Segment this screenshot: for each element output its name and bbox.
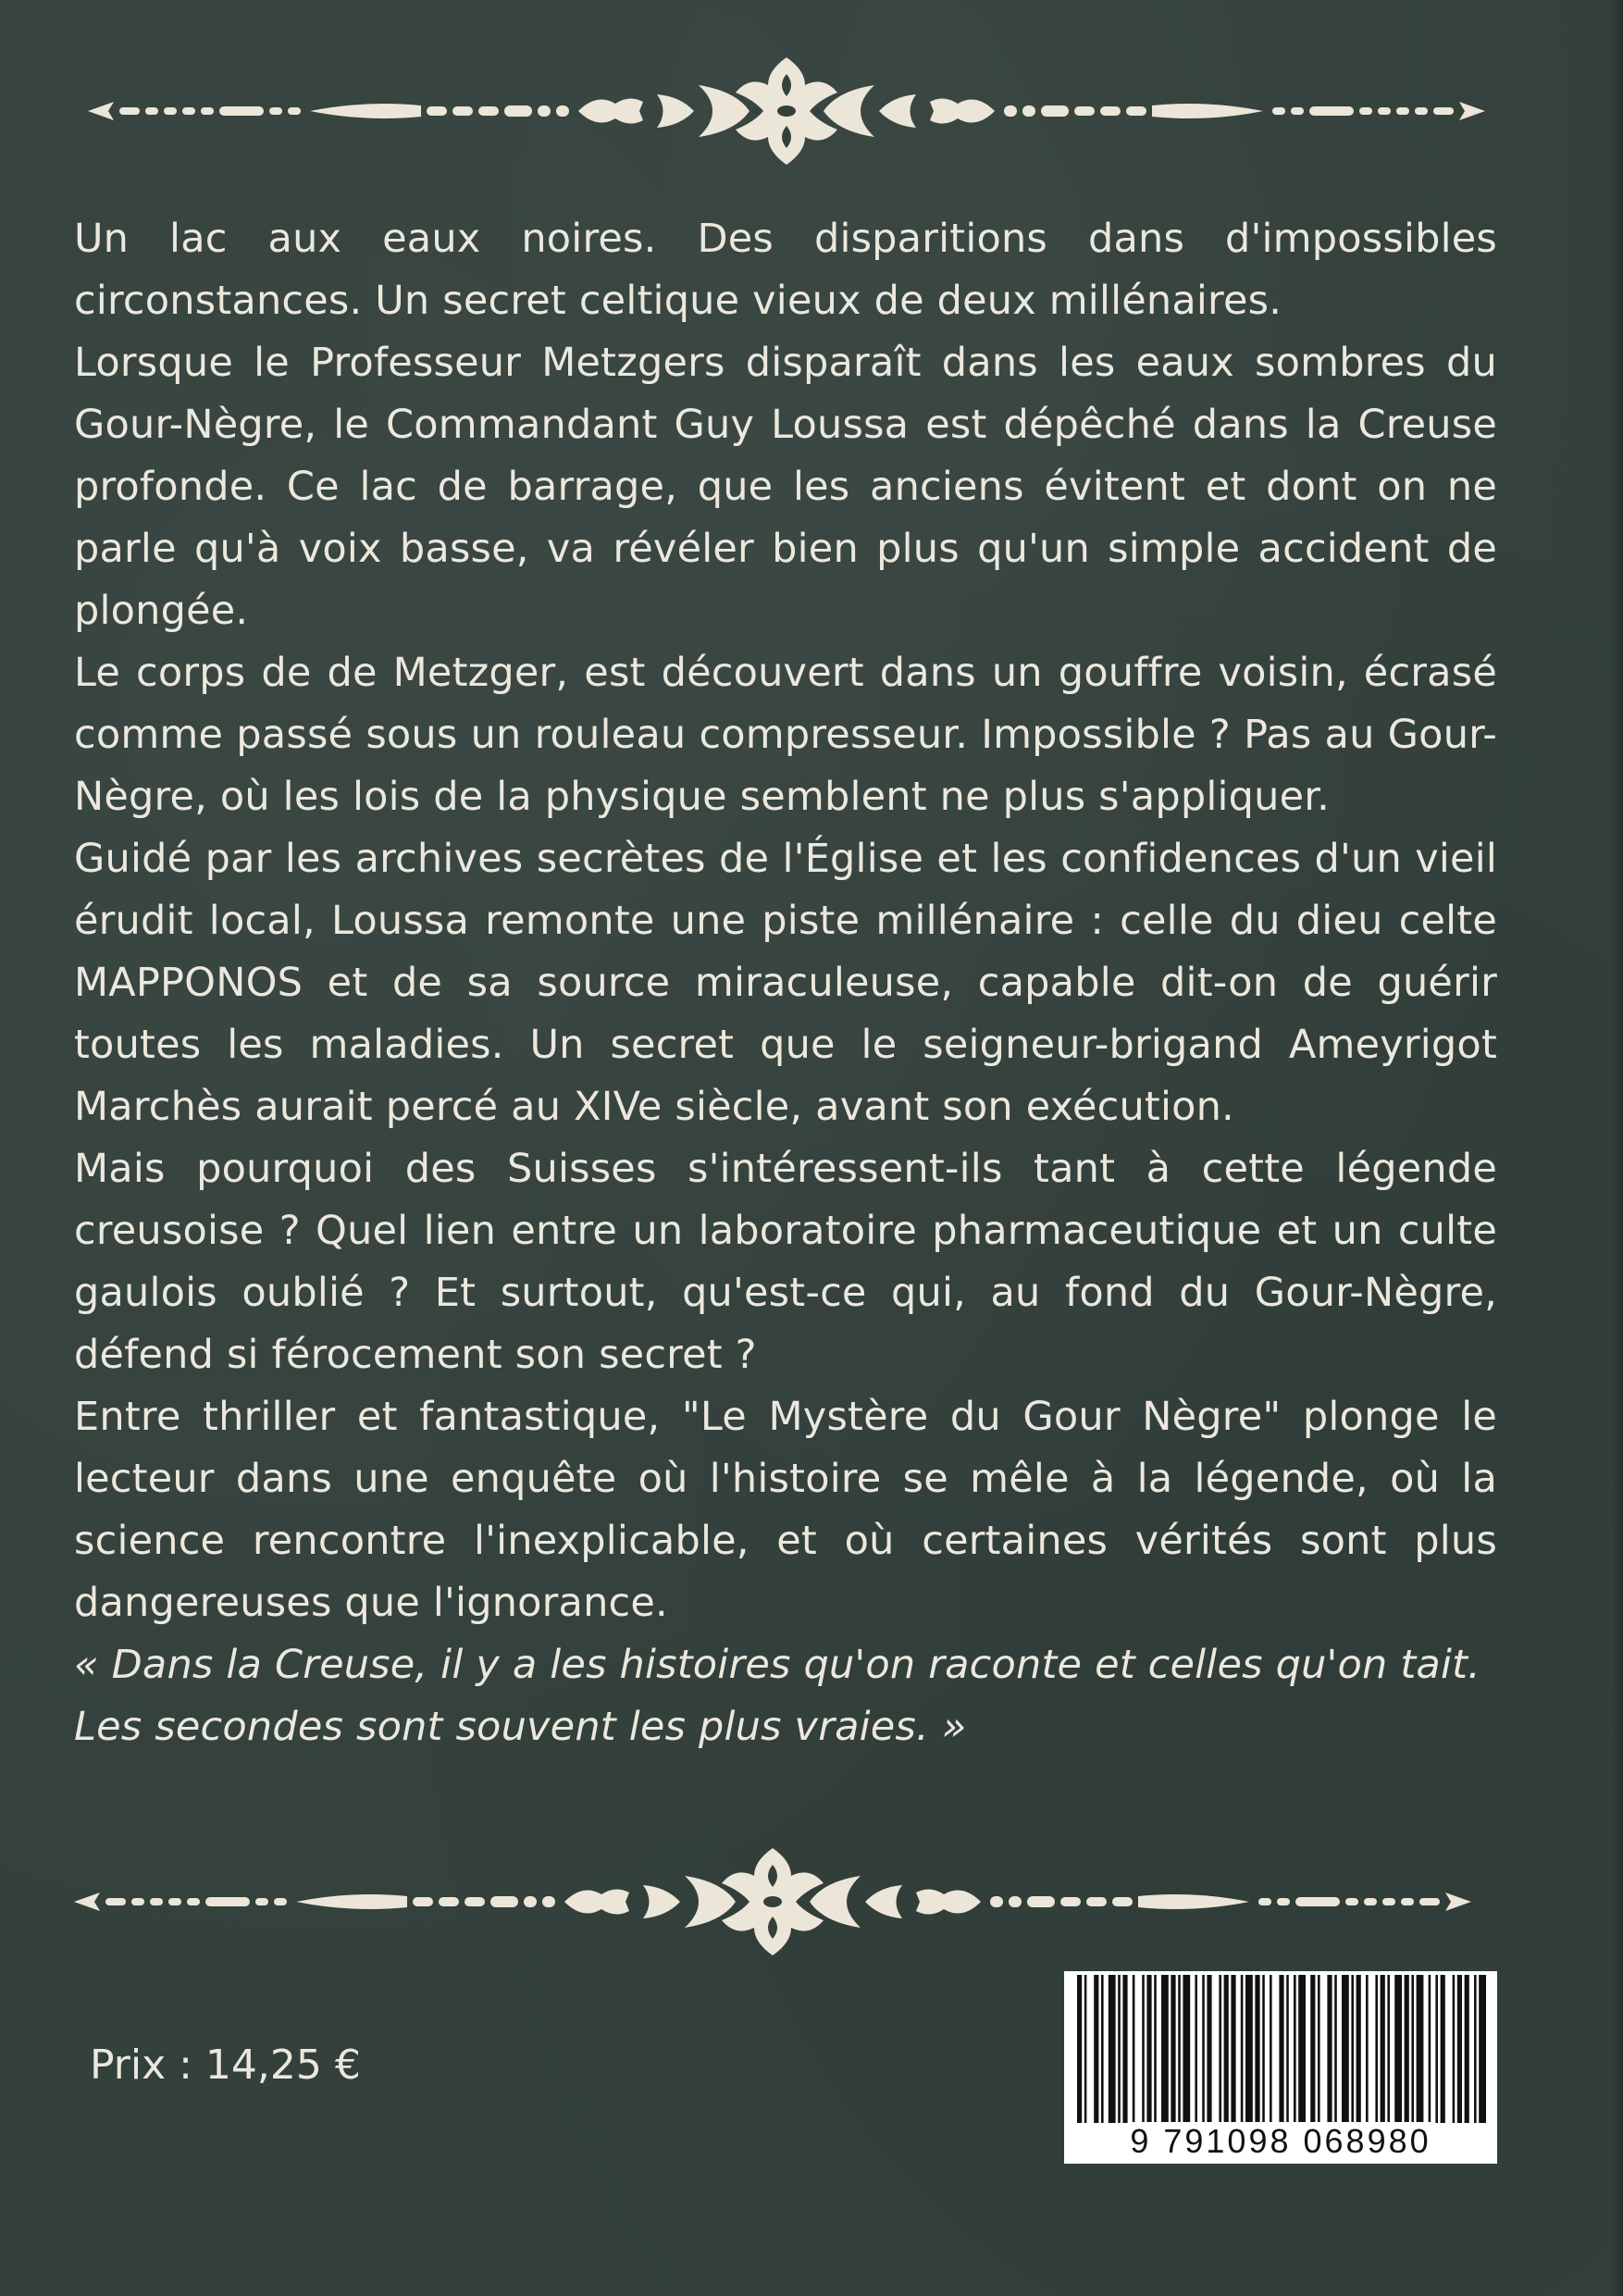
barcode-bar: [1366, 1975, 1369, 2123]
barcode-bar: [1207, 1975, 1211, 2123]
blurb-paragraph-4: Guidé par les archives secrètes de l'Église et les confidences d'un vieil érudit local, Loussa remonte une piste millénaire : celle du dieu celte MAPPONOS et de sa source miraculeuse, capable dit-on de guérir toutes les maladies. Un secret que le seigneur-brigand Ameyrigot Marchès aurait percé au XIVe siècle, avant son exécution.: [74, 836, 1497, 1130]
barcode-bar: [1405, 1975, 1409, 2123]
bottom-ornament-divider: [74, 1848, 1471, 1955]
barcode-bar: [1457, 1975, 1462, 2123]
barcode-bar: [1245, 1975, 1253, 2123]
barcode-bar: [1094, 1975, 1098, 2123]
barcode-bar: [1375, 1975, 1378, 2123]
barcode-bar: [1241, 1975, 1244, 2123]
barcode-bar: [1453, 1975, 1456, 2123]
barcode-bar: [1298, 1975, 1306, 2123]
barcode-bar: [1084, 1975, 1087, 2123]
barcode-bar: [1122, 1975, 1127, 2123]
barcode-bar: [1171, 1975, 1175, 2123]
quote-open-mark: «: [74, 1642, 112, 1688]
barcode-bar: [1381, 1975, 1385, 2123]
barcode-bar: [1286, 1975, 1289, 2123]
barcode-bar: [1357, 1975, 1361, 2123]
barcode-bar: [1255, 1975, 1259, 2123]
blurb-paragraph-5: Mais pourquoi des Suisses s'intéressent-ils tant à cette légende creusoise ? Quel lien entre un laboratoire pharmaceutique et un culte gaulois oublié ? Et surtout, qu'est-ce qui, au fond du Gour-Nègre, défend si férocement son secret ?: [74, 1146, 1497, 1378]
barcode-bar: [1327, 1975, 1332, 2123]
barcode-bar: [1474, 1975, 1477, 2123]
barcode-bar: [1334, 1975, 1337, 2123]
isbn-number: [1064, 2123, 1497, 2160]
barcode-bar: [1178, 1975, 1181, 2123]
blurb-paragraph-3: Le corps de de Metzger, est découvert dans un gouffre voisin, écrasé comme passé sous un rouleau compresseur. Impossible ? Pas au Gour-Nègre, où les lois de la physique semblent ne plus s'appliquer.: [74, 650, 1497, 820]
barcode-bar: [1441, 1975, 1445, 2123]
barcode-bar: [1231, 1975, 1235, 2123]
barcode-bar: [1310, 1975, 1315, 2123]
barcode-bar: [1101, 1975, 1104, 2123]
barcode-bar: [1262, 1975, 1265, 2123]
back-cover-blurb: [74, 208, 1497, 1758]
barcode-bar: [1465, 1975, 1469, 2123]
barcode-bar: [1161, 1975, 1169, 2123]
price-label: Prix : 14,25 €: [90, 2042, 361, 2089]
isbn-barcode: [1064, 1971, 1497, 2164]
barcode-bar: [1342, 1975, 1349, 2123]
barcode-bar: [1133, 1975, 1135, 2123]
blurb-paragraph-2: Lorsque le Professeur Metzgers disparaît dans les eaux sombres du Gour-Nègre, le Commandant Guy Loussa est dépêché dans la Creuse profonde. Ce lac de barrage, que les anciens évitent et dont on ne parle qu'à voix basse, va révéler bien plus qu'un simple accident de plongée.: [74, 340, 1497, 634]
barcode-bar: [1318, 1975, 1320, 2123]
barcode-bar: [1202, 1975, 1205, 2123]
barcode-bar: [1195, 1975, 1197, 2123]
barcode-bar: [1142, 1975, 1145, 2123]
barcode-bar: [1294, 1975, 1296, 2123]
barcode-bar: [1270, 1975, 1272, 2123]
blurb-quote: [74, 1634, 1497, 1758]
barcode-bar: [1219, 1975, 1221, 2123]
barcode-bar: [1351, 1975, 1354, 2123]
barcode-bar: [1109, 1975, 1116, 2123]
blurb-paragraph-6: Entre thriller et fantastique, "Le Mystère du Gour Nègre" plonge le lecteur dans une enquête où l'histoire se mêle à la légende, où la science rencontre l'inexplicable, et où certaines vérités sont plus dangereuses que l'ignorance.: [74, 1394, 1497, 1626]
quote-close-mark: »: [928, 1704, 967, 1750]
barcode-bar: [1417, 1975, 1424, 2123]
barcode-bar: [1435, 1975, 1438, 2123]
barcode-bar: [1154, 1975, 1157, 2123]
barcode-bar: [1146, 1975, 1151, 2123]
quote-text: Dans la Creuse, il y a les histoires qu'on raconte et celles qu'on tait. Les secondes sont souvent les plus vraies.: [74, 1642, 1481, 1750]
barcode-bar: [1479, 1975, 1486, 2123]
barcode-bar: [1387, 1975, 1390, 2123]
barcode-bar: [1394, 1975, 1402, 2123]
barcode-bar: [1429, 1975, 1431, 2123]
top-ornament-divider: [88, 57, 1485, 165]
barcode-bar: [1411, 1975, 1414, 2123]
barcode-bar: [1183, 1975, 1190, 2123]
isbn-number-text: 9 791098 068980: [1130, 2122, 1431, 2160]
cover-edge: [1610, 0, 1623, 2296]
blurb-paragraph-1: Un lac aux eaux noires. Des disparitions dans d'impossibles circonstances. Un secret celtique vieux de deux millénaires.: [74, 216, 1497, 324]
barcode-bar: [1279, 1975, 1283, 2123]
barcode-bar: [1224, 1975, 1229, 2123]
barcode-bar: [1077, 1975, 1082, 2123]
barcode-bar: [1118, 1975, 1121, 2123]
